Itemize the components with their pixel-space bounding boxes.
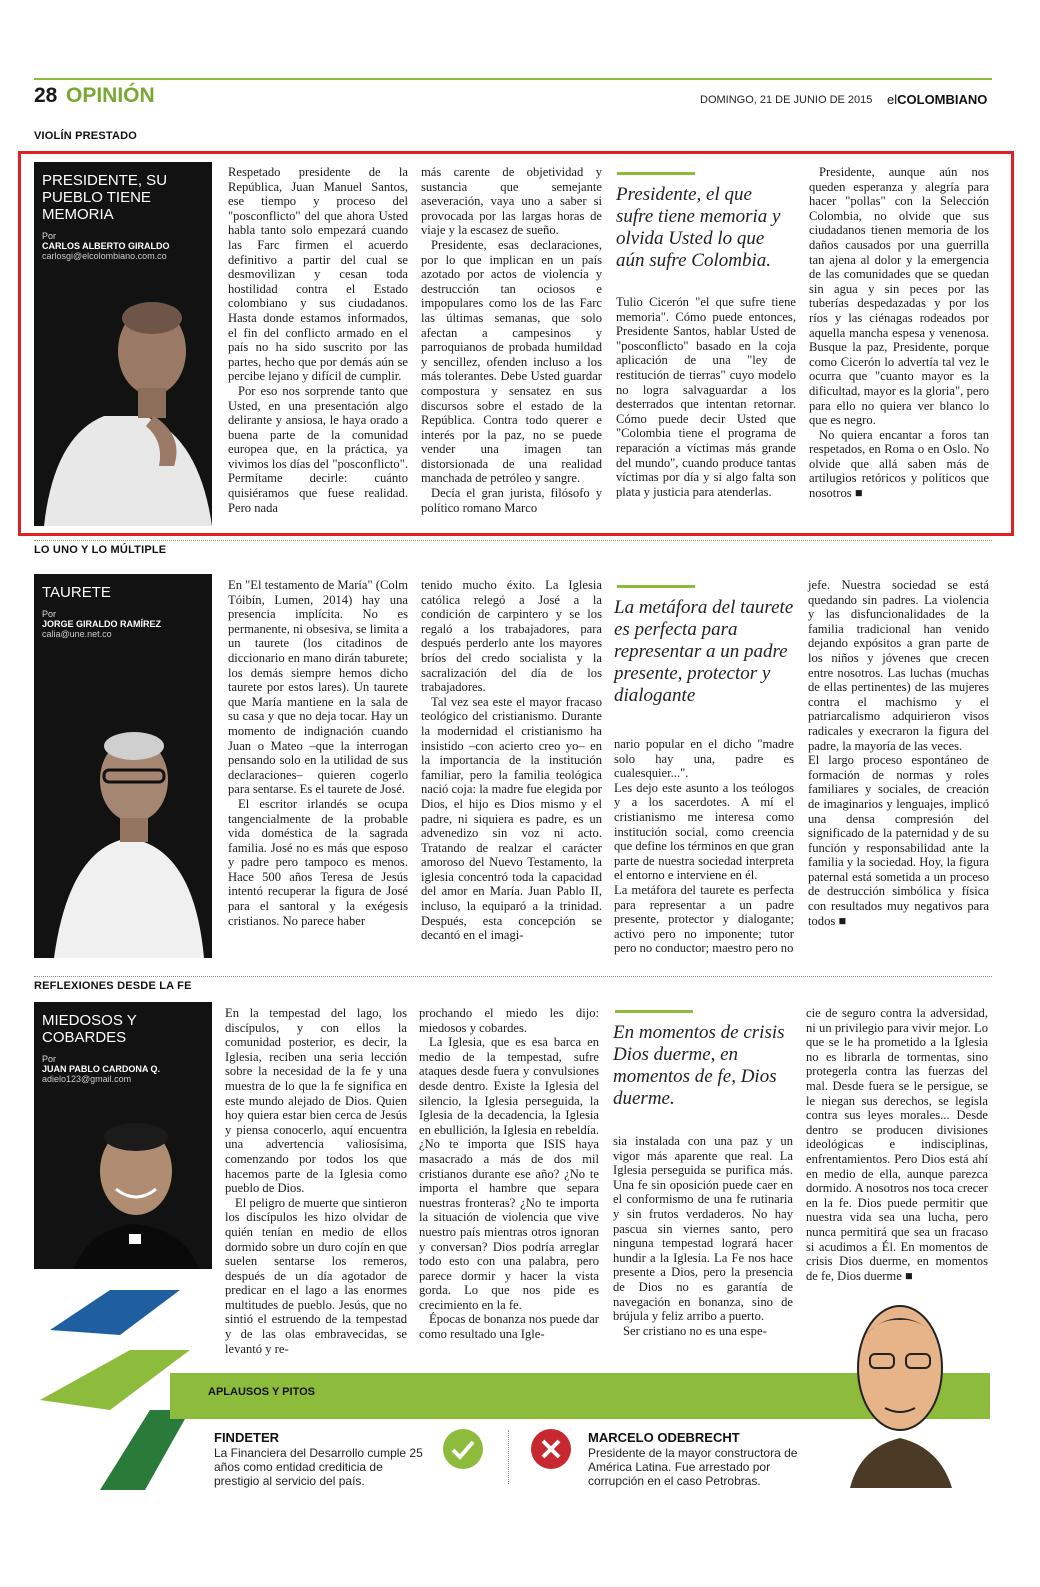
section-divider <box>34 976 992 977</box>
decorative-arrows-graphic <box>40 1290 190 1490</box>
author-portrait <box>34 708 212 958</box>
section-title: OPINIÓN <box>66 84 155 107</box>
article3-column-1: En la tempestad del lago, los discípulos, y con ellos la comunidad posterior, es decir, la Iglesia, reciben una seria lección sobre la necesidad de la fe y una muestra de lo que la fe significa en este mundo alejado de Dios. Quien hoy quiera estar bien cerca de Jesús y piensa conocerlo, aquí encuentra una advertencia valiosísima, comenzando por todos los que hacemos parte de la Iglesia como pueblo de Dios. El peligro de muerte que sintieron los discípulos les hizo olvidar de quién tenían en medio de ellos dormido sobre un duro cojín en que suelen sentarse los remeros, después de un día agotador de predicar en el lago a las enormes multitudes de pueblo. Jesús, que no sintió el estruendo de la tempestad y de las olas embravecidas, se levantó y re- <box>225 1006 407 1356</box>
page-number: 28 <box>34 84 58 107</box>
author-panel-3: MIEDOSOS Y COBARDES Por JUAN PABLO CARDONA Q. adielo123@gmail.com <box>34 1002 212 1269</box>
author-email: adielo123@gmail.com <box>42 1074 132 1084</box>
article-title: MIEDOSOS Y COBARDES <box>42 1012 137 1046</box>
article1-column-2: más carente de objetividad y sustancia que semejante aseveración, vaya uno a saber si provocada por las largas horas de viaje y la escasez de sueño. Presidente, esas declaraciones, por lo que implican en un país azotado por actos de violencia y destrucción tan ociosos e impopulares como los de las Farc las últimas semanas, que solo afectan a campesinos y parroquianos de probada humildad y sencillez, ofenden incluso a los más tolerantes. Debe Usted guardar compostura y sensatez en sus discursos sobre el estado de la República. Contra todo querer e interés por la paz, no se puede vender una imagen tan distorsionada de una realidad manchada de petróleo y sangre. Decía el gran jurista, filósofo y político romano Marco <box>421 165 602 515</box>
footer-divider <box>508 1430 509 1484</box>
author-panel-2: TAURETE Por JORGE GIRALDO RAMÍREZ calia@une.net.co <box>34 574 212 958</box>
publication-date: DOMINGO, 21 DE JUNIO DE 2015 <box>700 94 873 106</box>
author-panel-1: PRESIDENTE, SU PUEBLO TIENE MEMORIA Por CARLOS ALBERTO GIRALDO carlosgi@elcolombiano.com.co <box>34 162 212 526</box>
article-title: PRESIDENTE, SU PUEBLO TIENE MEMORIA <box>42 172 168 223</box>
column-label-violin-prestado: VIOLÍN PRESTADO <box>34 130 138 142</box>
article1-column-4: Presidente, aunque aún nos queden esperanza y alegría para hacer "pollas" con la Selección Colombia, no olvide que sus ciudadanos tienen memoria de los daños causados por una guerrilla tan ajena al dolor y la emergencia de las comunidades que se quedan sin agua y sin peces por las tuberías despedazadas y por los ríos y las ciénagas rodeados por aquella mancha espesa y venenosa. Busque la paz, Presidente, porque como Cicerón lo advertía tal vez le ocurra que "cuanto mayor es la dificultad, mayor es la gloria", pero para ello no quiera ver blanco lo que es negro. No quiera encantar a foros tan respetados, en Roma o en Oslo. No olvide que allá saben más de artilugios retóricos y políticos que nosotros ■ <box>809 165 989 501</box>
article2-column-3: nario popular en el dicho "madre solo hay una, padre es cualesquier...". Les dejo este asunto a los teólogos y a los sacerdotes. A mí el cristianismo me interesa como institución social, como creencia que define los términos en que gran parte de nuestra sociedad interpreta el entorno e interviene en él. La metáfora del taurete es perfecta para representar a un padre presente, protector y dialogante; activo pero no imponente; tutor pero no conductor; maestro pero no <box>614 737 794 956</box>
caricature-illustration <box>840 1298 960 1488</box>
article1-column-1: Respetado presidente de la República, Juan Manuel Santos, ese tiempo y proceso del "posconflicto" del que ahora Usted habla tanto solo empezará cuando las Farc firmen el acuerdo definitivo a partir del cual se desmovilizan y cesan toda hostilidad contra el Estado colombiano y sus ciudadanos. Hasta donde estamos informados, el fin del conflicto armado en el país no ha sido suscrito por las partes, hecho que por demás aún se percibe lejano y difícil de cumplir. Por eso nos sorprende tanto que Usted, en una presentación algo delirante y ansiosa, le haya orado a buena parte de la comunidad europea que, en la práctica, ya vivimos los días del "posconflicto". Permítame decirle: cuánto quisiéramos que fuese realidad. Pero nada <box>228 165 408 515</box>
article3-column-4: cie de seguro contra la adversidad, ni un privilegio para vivir mejor. Lo que se le ha prometido a la Iglesia no es librarla de tormentas, sino protegerla contra las fuerzas del mal. Desde fuera se le persigue, se le niegan sus derechos, se legisla contra sus leyes morales... Desde dentro se producen divisiones ideológicas e indisciplinas, enfrentamientos. Pero Dios está ahí en medio de ella, aunque parezca dormido. A nosotros nos toca crecer en la fe. Dios puede permitir que nuestra vida sea una lucha, pero nunca permitirá que sea un fracaso si acudimos a Él. En momentos de crisis Dios duerme, en momentos de fe, Dios duerme ■ <box>806 1006 988 1283</box>
pull-quote: Presidente, el que sufre tiene memoria y olvida Usted lo que aún sufre Colombia. <box>616 184 781 271</box>
author-name: JUAN PABLO CARDONA Q. <box>42 1064 161 1074</box>
aplausos-pitos-label: APLAUSOS Y PITOS <box>208 1386 315 1398</box>
article2-column-2: tenido mucho éxito. La Iglesia católica relegó a José a la condición de carpintero y se los regaló a los trabajadores, para después perderlo ante los mayores bríos del credo socialista y la sacralización del día de los trabajadores. Tal vez sea este el mayor fracaso teológico del cristianismo. Durante la modernidad el cristianismo ha insistido –con acierto creo yo– en la importancia de la institución familiar, pero la familia teológica nació coja: la madre fue elegida por Dios, el hijo es Dios mismo y el padre, ni siquiera es padre, es un advenedizo sin voz ni acto. Tratando de realzar el carácter amoroso del Nuevo Testamento, la iglesia concentró toda la capacidad del amor en María. Juan Pablo II, incluso, la equiparó a la trinidad. Después, esta concepción se decantó en el imagi- <box>421 578 602 943</box>
article3-column-2: prochando el miedo les dijo: miedosos y cobardes. La Iglesia, que es esa barca en medio de la tempestad, sufre ataques desde fuera y convulsiones desde dentro. Existe la Iglesia del silencio, la Iglesia perseguida, la Iglesia de la decadencia, la Iglesia en ebullición, la Iglesia en rebeldía. ¿No te importa que ISIS haya masacrado a más de dos mil cristianos durante ese año? ¿No te importa el hambre que separa nuestras fronteras? ¿No te importa la situación de violencia que vive nuestro país mientras otros ignoran y conversan? Dios podría arreglar todo esto con una palabra, pero parece dormir y hacer la vista gorda. Lo que nos pide es crecimiento en la fe. Épocas de bonanza nos puede dar como resultado una Igle- <box>419 1006 599 1342</box>
newspaper-brand: elCOLOMBIANO <box>887 92 988 107</box>
aplauso-description: La Financiera del Desarrollo cumple 25 años como entidad crediticia de prestigio al servicio del país. <box>214 1446 423 1488</box>
pull-quote: La metáfora del taurete es perfecta para representar a un padre presente, protector y dialogante <box>614 597 794 706</box>
article3-column-3: sia instalada con una paz y un vigor más aparente que real. La Iglesia perseguida se purifica más. Una fe sin oposición puede caer en el conformismo de una fe rutinaria y sin frutos verdaderos. No hay pascua sin viernes santo, pero ninguna tempestad logrará hacer hundir a la Iglesia. La Fe nos hace presente a Dios, pero la presencia de Dios no es garantía de navegación en bonanza, sino de brújula y feliz arribo a puerto. Ser cristiano no es una espe- <box>613 1134 793 1338</box>
quote-accent-bar <box>617 585 695 588</box>
pito-name: MARCELO ODEBRECHT <box>588 1430 740 1445</box>
section-divider <box>34 540 992 541</box>
author-portrait <box>34 1109 212 1269</box>
column-label-reflexiones-desde-la-fe: REFLEXIONES DESDE LA FE <box>34 980 192 992</box>
author-portrait <box>34 266 212 526</box>
quote-accent-bar <box>617 172 695 175</box>
column-label-lo-uno-y-lo-multiple: LO UNO Y LO MÚLTIPLE <box>34 544 167 556</box>
article2-column-4: jefe. Nuestra sociedad se está quedando sin padres. La violencia y las disfuncionalidades de la familia tradicional han venido dejando expósitos a gran parte de los niños y jóvenes que crecen entre nosotros. Las luchas (muchas de ellas pertinentes) de las mujeres contra el machismo y el patriarcalismo adquirieron visos radicales y execraron la figura del padre, la mayoría de las veces. El largo proceso espontáneo de formación de normas y roles familiares y sociales, de creación de imaginarios y lenguajes, implicó una densa compresión del significado de la paternidad y de su función y responsabilidad ante la familia y la sociedad. Hoy, la figura paternal está sometida a un proceso de destrucción simbólica y física con resultados muy negativos para todos ■ <box>808 578 989 928</box>
author-email: carlosgi@elcolombiano.com.co <box>42 251 167 261</box>
article2-column-1: En "El testamento de María" (Colm Tóibín, Lumen, 2014) hay una presencia implícita. No es permanente, ni obsesiva, se limita a un taurete (los citadinos de diccionario en mano dirán taburete; los demás siempre hemos dicho taurete por estos lares). Un taurete que María mantiene en la sala de su casa y que no deja tocar. Hay un momento de indignación cuando Juan o Mateo –que la interrogan pensando solo en la utilidad de sus declaraciones– quieren cogerlo para sentarse. Es el taurete de José. El escritor irlandés se ocupa tangencialmente de la probable vida doméstica de la sagrada familia. José no es más que esposo y padre pero tampoco es menos. Hace 500 años Teresa de Jesús intentó recuperar la figura de José para el santoral y la exégesis cristianos. No parece haber <box>228 578 408 928</box>
author-name: CARLOS ALBERTO GIRALDO <box>42 241 170 251</box>
article-title: TAURETE <box>42 584 111 601</box>
pull-quote: En momentos de crisis Dios duerme, en momentos de fe, Dios duerme. <box>613 1022 785 1109</box>
quote-accent-bar <box>615 1010 693 1013</box>
header-accent-line <box>34 78 992 80</box>
aplauso-name: FINDETER <box>214 1430 279 1445</box>
author-name: JORGE GIRALDO RAMÍREZ <box>42 619 162 629</box>
author-email: calia@une.net.co <box>42 629 112 639</box>
pito-description: Presidente de la mayor constructora de América Latina. Fue arrestado por corrupción en el caso Petrobras. <box>588 1446 798 1488</box>
cross-icon <box>530 1428 572 1470</box>
article1-column-3: Tulio Cicerón "el que sufre tiene memoria". Cómo puede entonces, Presidente Santos, hablar Usted de "posconflicto" basado en la coja aplicación de una "ley de restitución de tierras" cuyo modelo no logra salvaguardar a los desterrados que intentan retornar. Cómo puede decir Usted que "Colombia tiene el programa de reparación a víctimas más grande del mundo", cuando produce tantas víctimas por día y si algo falta son plata y justicia para atenderlas. <box>616 295 796 499</box>
check-icon <box>442 1428 484 1470</box>
